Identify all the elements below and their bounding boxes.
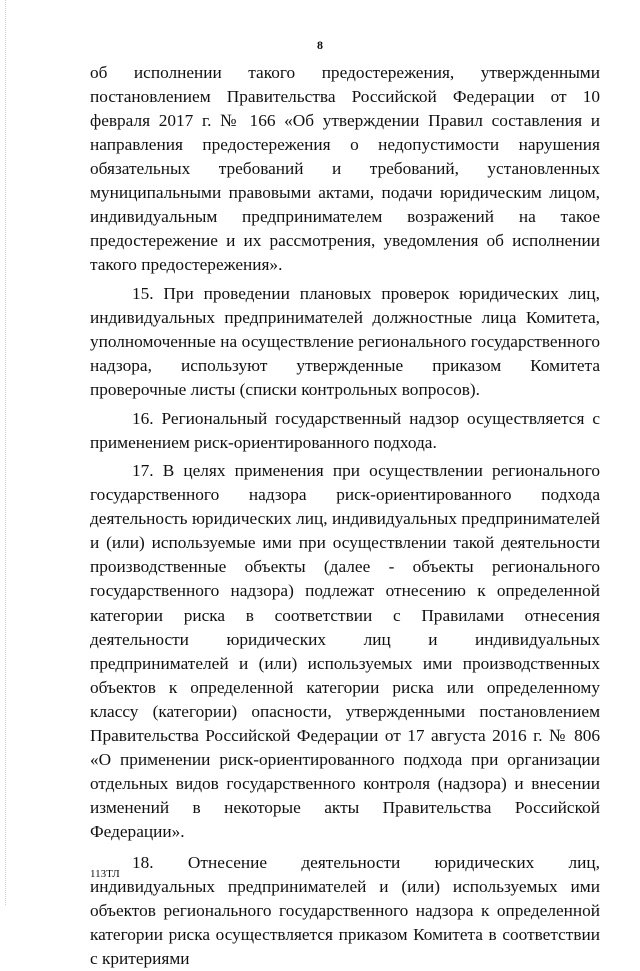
page-number: 8 <box>317 38 323 52</box>
page-edge-mark <box>5 0 6 905</box>
paragraph-18: 18. Отнесение деятельности юридических лиц, индивидуальных предпринимателей и (или) используемых ими объектов регионального государственного надзора к определенной категории риска осуществляется приказом Комитета в соответствии с критериями <box>90 853 600 969</box>
paragraph-17: 17. В целях применения при осуществлении регионального государственного надзора риск-ориентированного подхода деятельность юридических лиц, индивидуальных предпринимателей и (или) используемые ими при осуществлении такой деятельности производственные объекты (далее - объекты регионального государственного надзора) подлежат отнесению к определенной категории риска в соответствии с Правилами отнесения деятельности юридических лиц и индивидуальных предпринимателей и (или) используемых ими производственных объектов к определенной категории риска или определенному классу (категории) опасности, утвержденными постановлением Правительства Российской Федерации от 17 августа 2016 г. № 806 «О применении риск-ориентированного подхода при организации отдельных видов государственного контроля (надзора) и внесении изменений в некоторые акты Правительства Российской Федерации». <box>90 461 600 841</box>
document-body <box>90 61 600 971</box>
paragraph-continuation: об исполнении такого предостережения, утвержденными постановлением Правительства Российской Федерации от 10 февраля 2017 г. № 166 «Об утверждении Правил составления и направления предостережения о недопустимости нарушения обязательных требований и требований, установленных муниципальными правовыми актами, подачи юридическим лицом, индивидуальным предпринимателем возражений на такое предостережение и их рассмотрения, уведомления об исполнении такого предостережения». <box>90 63 600 275</box>
paragraph-16: 16. Региональный государственный надзор осуществляется с применением риск-ориентированного подхода. <box>90 408 600 452</box>
footer-document-code: 113ТЛ <box>90 868 120 880</box>
paragraph-15: 15. При проведении плановых проверок юридических лиц, индивидуальных предпринимателей должностные лица Комитета, уполномоченные на осуществление регионального государственного надзора, используют утвержденные приказом Комитета проверочные листы (списки контрольных вопросов). <box>90 283 600 400</box>
